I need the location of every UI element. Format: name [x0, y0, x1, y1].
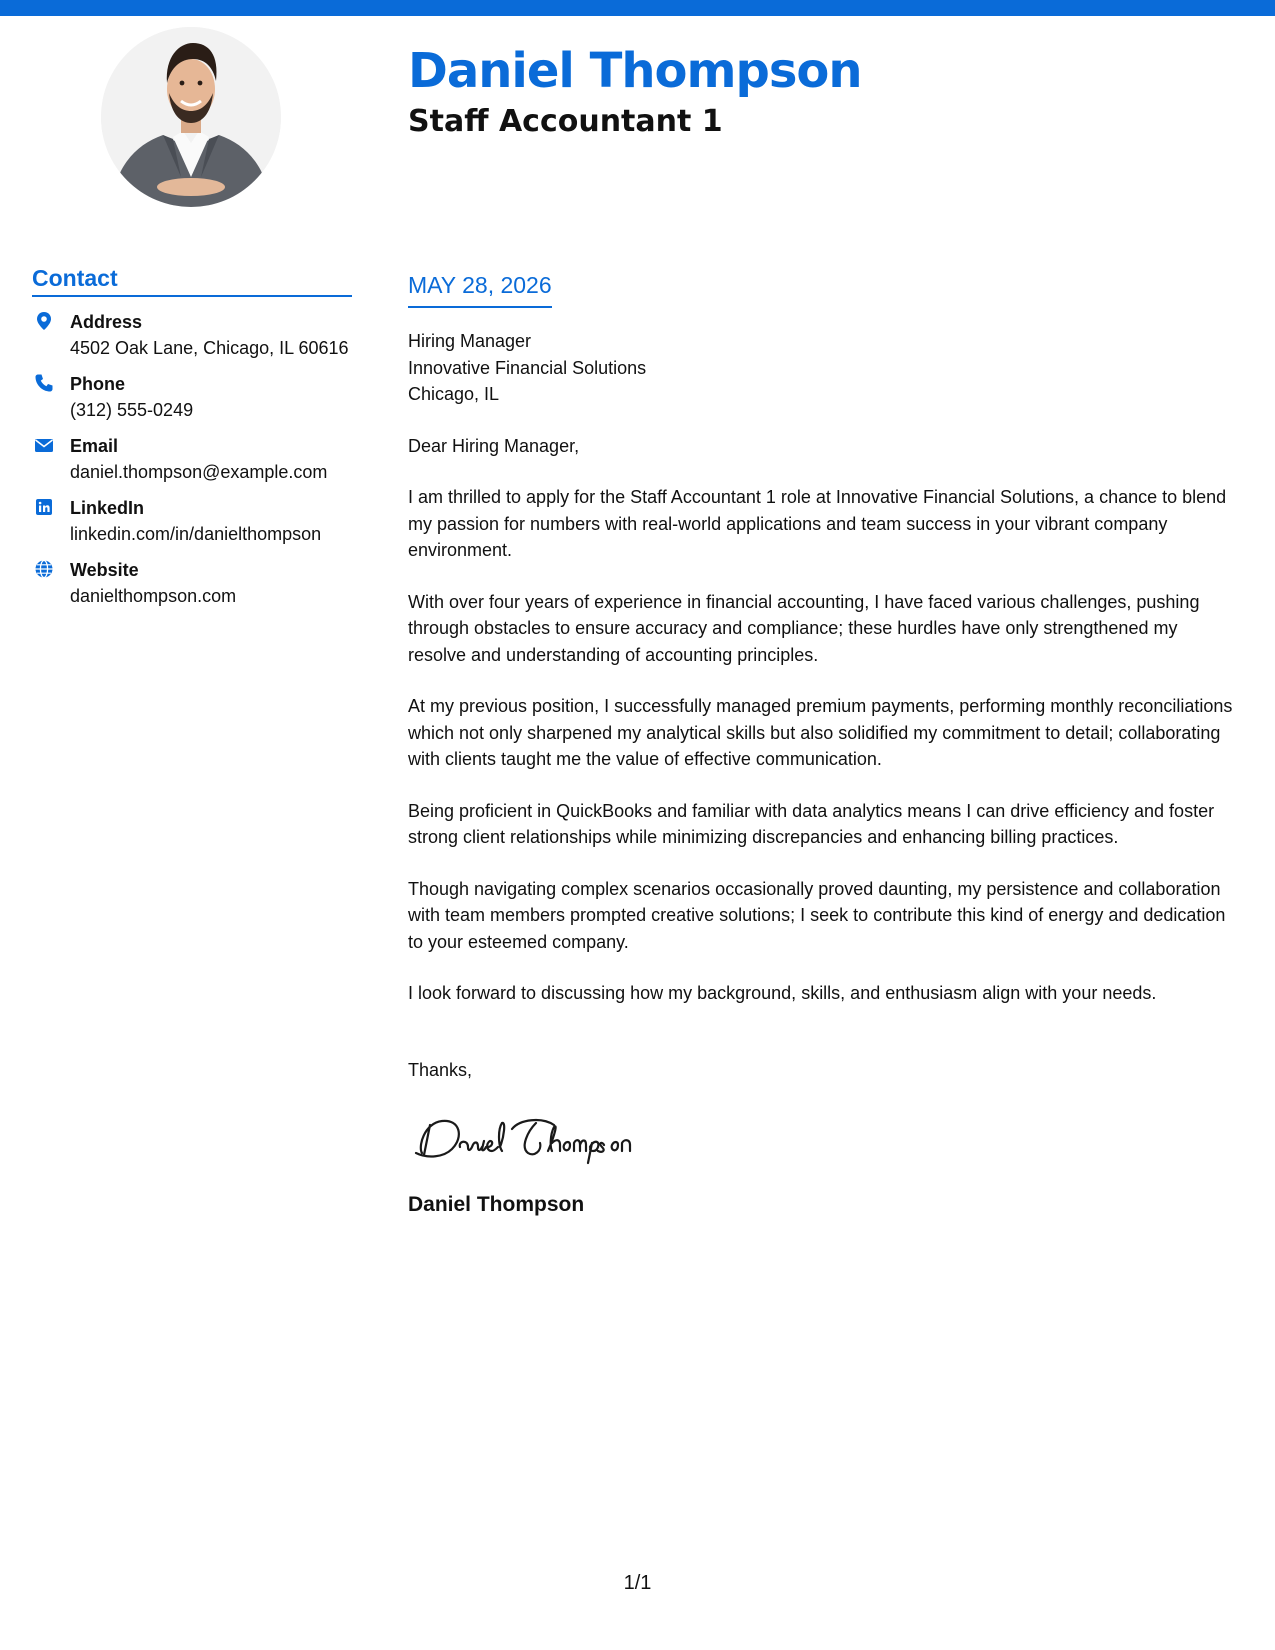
phone-icon: [34, 373, 54, 393]
recipient-line: Hiring Manager: [408, 331, 532, 351]
closing: Thanks,: [408, 1059, 473, 1080]
contact-sidebar: [32, 264, 352, 619]
email-value[interactable]: daniel.thompson@example.com: [70, 462, 328, 482]
contact-item-linkedin: [32, 495, 352, 547]
salutation: Dear Hiring Manager,: [408, 435, 580, 456]
job-title: Staff Accountant 1: [408, 104, 723, 139]
contact-item-phone: [32, 371, 352, 423]
letter-date: MAY 28, 2026: [408, 270, 552, 308]
letter-paragraph: I am thrilled to apply for the Staff Accountant 1 role at Innovative Financial Solutions, a chance to blend my passion for numbers with real-world applications and team success in your vibrant company environment.: [408, 487, 1227, 560]
contact-label: Phone: [70, 374, 126, 394]
map-pin-icon: [34, 311, 54, 331]
recipient-line: Chicago, IL: [408, 384, 500, 404]
contact-item-website: [32, 557, 352, 609]
linkedin-icon: [34, 497, 54, 517]
top-accent-bar: [0, 0, 1275, 16]
handwritten-signature: [408, 1107, 678, 1169]
envelope-icon: [34, 435, 54, 455]
signer-name: Daniel Thompson: [408, 1193, 585, 1216]
contact-label: LinkedIn: [70, 498, 145, 518]
linkedin-value[interactable]: linkedin.com/in/danielthompson: [70, 524, 322, 544]
letter-paragraph: At my previous position, I successfully managed premium payments, performing monthly reconciliations which not only sharpened my analytical skills but also solidified my commitment to detail; collaborating with clients taught me the value of effective communication.: [408, 696, 1233, 769]
candidate-name: Daniel Thompson: [408, 43, 862, 99]
contact-label: Email: [70, 436, 119, 456]
recipient-line: Innovative Financial Solutions: [408, 357, 647, 378]
profile-photo: [101, 27, 281, 207]
letter-paragraph: I look forward to discussing how my background, skills, and enthusiasm align with your needs.: [408, 983, 1157, 1003]
letter-paragraph: With over four years of experience in financial accounting, I have faced various challenges, pushing through obstacles to ensure accuracy and compliance; these hurdles have only strengthened my resolve and understanding of accounting principles.: [408, 591, 1200, 665]
contact-list: [32, 309, 352, 609]
page-number: 1/1: [623, 1572, 652, 1594]
recipient-block: [408, 328, 1238, 408]
globe-icon: [34, 559, 54, 579]
letter-paragraph: Being proficient in QuickBooks and familiar with data analytics means I can drive efficiency and foster strong client relationships while minimizing discrepancies and enhancing billing practices.: [408, 800, 1215, 847]
letter-body: [408, 270, 1238, 1219]
contact-label: Website: [70, 560, 139, 580]
address-value: 4502 Oak Lane, Chicago, IL 60616: [70, 338, 349, 358]
contact-item-email: [32, 433, 352, 485]
phone-value: (312) 555-0249: [70, 400, 194, 420]
website-value[interactable]: danielthompson.com: [70, 586, 237, 606]
contact-item-address: [32, 309, 352, 361]
contact-label: Address: [70, 312, 143, 332]
contact-heading: Contact: [32, 264, 352, 297]
letter-paragraph: Though navigating complex scenarios occasionally proved daunting, my persistence and collaboration with team members prompted creative solutions; I seek to contribute this kind of energy and dedication to your esteemed company.: [408, 878, 1226, 952]
